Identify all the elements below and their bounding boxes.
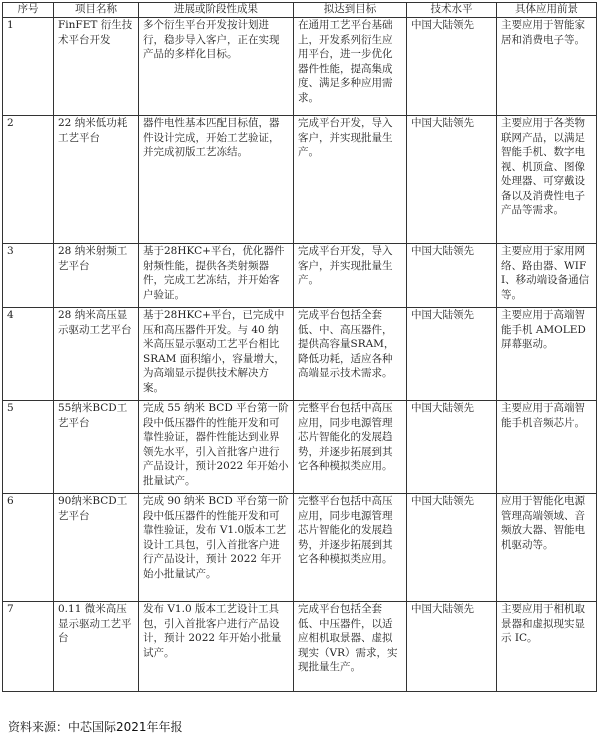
cell-project-name: FinFET 衍生技术平台开发 — [54, 18, 139, 116]
cell-no: 3 — [3, 244, 54, 308]
header-goal: 拟达到目标 — [294, 3, 407, 18]
cell-progress: 器件电性基本匹配目标值，器件设计完成，开始工艺验证，并完成初版工艺冻结。 — [139, 116, 294, 244]
cell-tech-level: 中国大陆领先 — [407, 494, 497, 602]
cell-project-name: 28 纳米射频工艺平台 — [54, 244, 139, 308]
cell-no: 2 — [3, 116, 54, 244]
table-header-row — [3, 3, 597, 18]
cell-no: 6 — [3, 494, 54, 602]
cell-application: 主要应用于相机取景器和虚拟现实显示 IC。 — [497, 602, 597, 692]
cell-tech-level: 中国大陆领先 — [407, 401, 497, 494]
cell-application: 主要应用于高端智能手机 AMOLED 屏幕驱动。 — [497, 308, 597, 401]
cell-goal: 完成平台包括全套低、中压器件，以适应相机取景器、虚拟现实（VR）需求，实现批量生产。 — [294, 602, 407, 692]
header-progress: 进展或阶段性成果 — [139, 3, 294, 18]
cell-tech-level: 中国大陆领先 — [407, 602, 497, 692]
cell-goal: 完成平台开发，导入客户，并实现批量生产。 — [294, 244, 407, 308]
cell-application: 主要应用于智能家居和消费电子等。 — [497, 18, 597, 116]
cell-progress: 基于28HKC+平台，已完成中压和高压器件开发。与 40 纳米高压显示驱动工艺平台相比 SRAM 面积缩小，容量增大，为高端显示提供技术解决方案。 — [139, 308, 294, 401]
table-row — [3, 494, 597, 602]
header-project-name: 项目名称 — [54, 3, 139, 18]
table-row — [3, 18, 597, 116]
cell-project-name: 90纳米BCD工艺平台 — [54, 494, 139, 602]
cell-application: 主要应用于各类物联网产品，以满足智能手机、数字电视、机顶盒、图像处理器、可穿戴设备以及消费性电子产品等需求。 — [497, 116, 597, 244]
cell-goal: 完整平台包括中高压应用，同步电源管理芯片智能化的发展趋势，并逐步拓展到其它各种模拟类应用。 — [294, 401, 407, 494]
cell-progress: 多个衍生平台开发按计划进行，稳步导入客户，正在实现产品的多样化目标。 — [139, 18, 294, 116]
cell-application: 主要应用于高端智能手机音频芯片。 — [497, 401, 597, 494]
cell-tech-level: 中国大陆领先 — [407, 18, 497, 116]
header-tech-level: 技术水平 — [407, 3, 497, 18]
table-row — [3, 308, 597, 401]
cell-project-name: 0.11 微米高压显示驱动工艺平台 — [54, 602, 139, 692]
cell-goal: 在通用工艺平台基础上，开发系列衍生应用平台，进一步优化器件性能，提高集成度、满足多种应用需求。 — [294, 18, 407, 116]
cell-goal: 完成平台包括全套低、中、高压器件，提供高容量SRAM，降低功耗，适应各种高端显示技术需求。 — [294, 308, 407, 401]
cell-application: 主要应用于家用网络、路由器、WIFI、移动端设备通信等。 — [497, 244, 597, 308]
table-row — [3, 244, 597, 308]
source-note: 资料来源：中芯国际2021年年报 — [8, 720, 183, 734]
cell-tech-level: 中国大陆领先 — [407, 308, 497, 401]
cell-progress: 发布 V1.0 版本工艺设计工具包，引入首批客户进行产品设计，预计 2022 年开始小批量试产。 — [139, 602, 294, 692]
header-no: 序号 — [3, 3, 54, 18]
cell-project-name: 22 纳米低功耗工艺平台 — [54, 116, 139, 244]
table-row — [3, 602, 597, 692]
cell-no: 5 — [3, 401, 54, 494]
table-row — [3, 401, 597, 494]
cell-progress: 完成 90 纳米 BCD 平台第一阶段中低压器件的性能开发和可靠性验证，发布 V1.0版本工艺设计工具包，引入首批客户进行产品设计，预计 2022 年开始小批量试产。 — [139, 494, 294, 602]
cell-no: 1 — [3, 18, 54, 116]
cell-progress: 完成 55 纳米 BCD 平台第一阶段中低压器件的性能开发和可靠性验证，器件性能达到业界领先水平，引入首批客户进行产品设计，预计2022 年开始小批量试产。 — [139, 401, 294, 494]
cell-goal: 完成平台开发，导入客户，并实现批量生产。 — [294, 116, 407, 244]
cell-no: 4 — [3, 308, 54, 401]
rnd-projects-table — [2, 2, 597, 692]
cell-goal: 完整平台包括中高压应用，同步电源管理芯片智能化的发展趋势，并逐步拓展到其它各种模拟类应用。 — [294, 494, 407, 602]
cell-progress: 基于28HKC+平台，优化器件射频性能，提供各类射频器件，完成工艺冻结，并开始客户验证。 — [139, 244, 294, 308]
cell-tech-level: 中国大陆领先 — [407, 244, 497, 308]
table-row — [3, 116, 597, 244]
cell-tech-level: 中国大陆领先 — [407, 116, 497, 244]
cell-no: 7 — [3, 602, 54, 692]
cell-project-name: 28 纳米高压显示驱动工艺平台 — [54, 308, 139, 401]
cell-project-name: 55纳米BCD工艺平台 — [54, 401, 139, 494]
header-application: 具体应用前景 — [497, 3, 597, 18]
cell-application: 应用于智能化电源管理高端领域、音频放大器、智能电机驱动等。 — [497, 494, 597, 602]
